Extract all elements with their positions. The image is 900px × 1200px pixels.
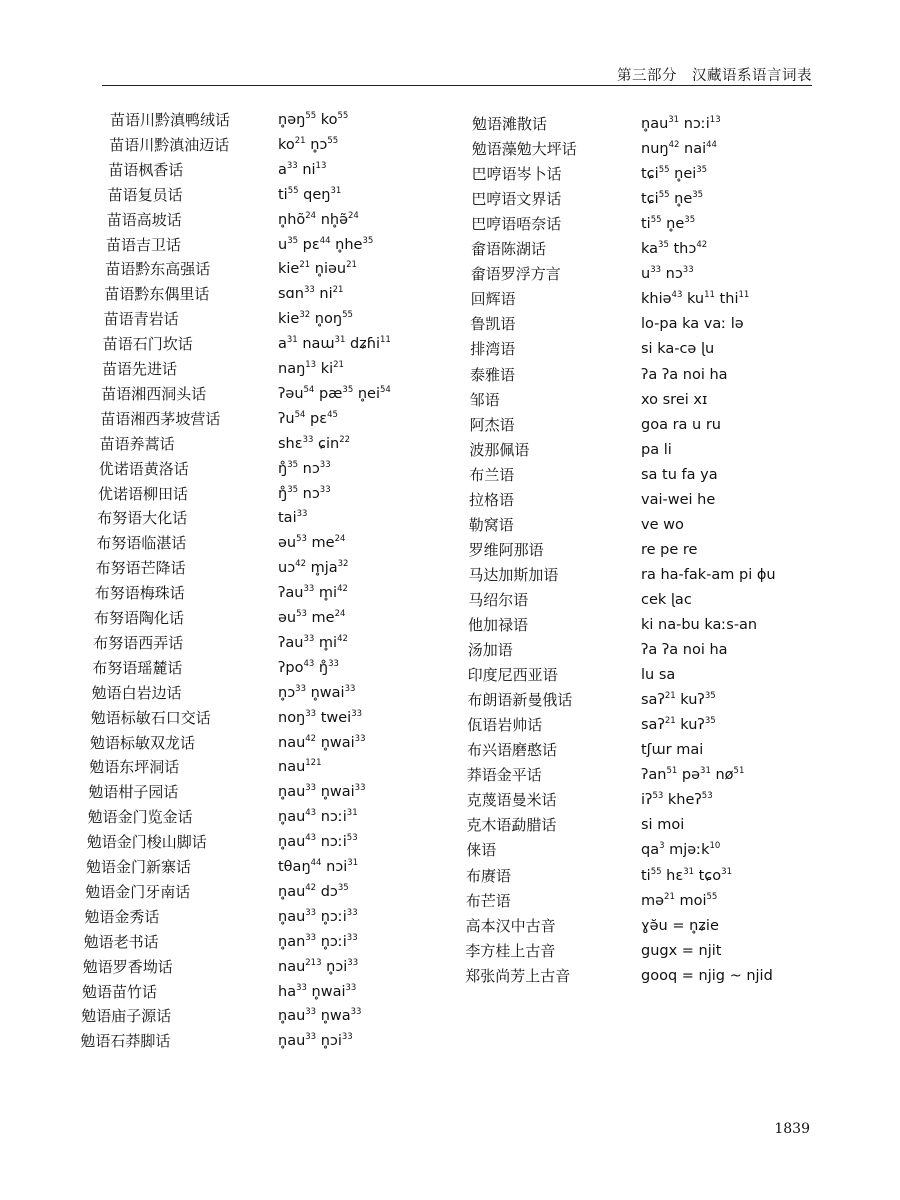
right_column-language-name: 巴哼语岑卜话 xyxy=(471,165,562,184)
right_column-language-name: 排湾语 xyxy=(470,340,516,359)
left_column-word-form: $n̥au^{42}$ dɔ$^{35}$ xyxy=(278,882,349,900)
right_column-language-name: 李方桂上古音 xyxy=(465,941,556,960)
right_column-word-form: $u^{33}$ nɔ$^{33}$ xyxy=(641,265,694,283)
left_column-word-form: $n̥au^{43}$ nɔːi$^{53}$ xyxy=(278,833,358,851)
left_column-word-form: əu$^{53}$ $me^{24}$ xyxy=(278,534,346,552)
right_column-language-name: 布兴语磨憨话 xyxy=(467,741,558,760)
left_column-word-form: ʔau$^{33}$ $m̥i^{42}$ xyxy=(278,584,348,602)
running-header: 第三部分 汉藏语系语言词表 xyxy=(617,68,812,84)
left_column-language-name: 苗语养蒿话 xyxy=(99,434,175,453)
right_column-word-form: mə$^{21}$ moi$^{55}$ xyxy=(641,891,718,909)
right_column-language-name: 俫语 xyxy=(466,841,497,860)
left_column-language-name: 布努语芒降话 xyxy=(95,559,186,578)
left_column-word-form: $ko^{21}$ n̥ɔ$^{55}$ xyxy=(278,135,339,153)
right_column-word-form: $ti^{55}$ $n̥e^{35}$ xyxy=(641,215,696,233)
left_column-language-name: 勉语金门新寨话 xyxy=(86,858,192,876)
right_column-language-name: 畲语陈湖话 xyxy=(471,240,547,259)
right_column-language-name: 阿杰语 xyxy=(469,415,515,434)
left_column-word-form: $n̥au^{43}$ nɔːi$^{31}$ xyxy=(278,808,358,826)
right_column-language-name: 佤语岩帅话 xyxy=(467,716,543,735)
left_column-word-form: naŋ$^{13}$ $ki^{21}$ xyxy=(278,360,344,377)
right_column-language-name: 泰雅语 xyxy=(470,365,516,384)
right_column-word-form: tʃɯr mai xyxy=(641,742,704,759)
left_column-word-form: $n̥an^{33}$ n̥ɔːi$^{33}$ xyxy=(278,932,358,950)
left_column-language-name: 勉语白岩边话 xyxy=(91,683,182,702)
right_column-language-name: 勉语滩散话 xyxy=(472,115,548,133)
right_column-language-name: 他加禄语 xyxy=(468,616,529,634)
right_column-language-name: 汤加语 xyxy=(467,641,513,660)
left_column-language-name: 勉语金门梭山脚话 xyxy=(86,833,207,852)
right_column-word-form: $n̥au^{31}$ nɔːi$^{13}$ xyxy=(641,115,721,132)
right_column-language-name: 郑张尚芳上古音 xyxy=(465,966,571,985)
right_column-language-name: 勒窝语 xyxy=(468,515,514,534)
right_column-word-form: goa ra u ru xyxy=(641,416,721,433)
left_column-word-form: $n̥hõ^{24}$ nh̥ə̃$^{24}$ xyxy=(278,210,359,228)
right_column-language-name: 勉语藻勉大坪话 xyxy=(471,140,577,159)
left_column-language-name: 勉语金门牙南话 xyxy=(85,882,191,901)
right_column-word-form: sa tu fa ya xyxy=(641,466,718,483)
right_column-word-form: $ti^{55}$ hɛ$^{31}$ tɕo$^{31}$ xyxy=(641,866,732,884)
left_column-language-name: 勉语苗竹话 xyxy=(82,982,158,1001)
left_column-language-name: 优诺语柳田话 xyxy=(98,484,189,503)
left_column-language-name: 苗语石门坎话 xyxy=(102,335,193,354)
left_column-word-form: ŋ̊$^{35}$ nɔ$^{33}$ xyxy=(278,459,331,477)
right_column-word-form: si ka-cə ɭu xyxy=(641,341,715,358)
left_column-language-name: 苗语高坡话 xyxy=(106,210,182,229)
left_column-language-name: 苗语湘西茅坡营话 xyxy=(100,409,221,428)
right_column-language-name: 拉格语 xyxy=(469,490,515,509)
left_column-language-name: 勉语金秀话 xyxy=(84,907,160,926)
left_column-language-name: 优诺语黄洛话 xyxy=(98,459,189,478)
right_column-language-name: 马绍尔语 xyxy=(468,590,529,609)
right_column-word-form: iʔ$^{53}$ kheʔ$^{53}$ xyxy=(641,791,713,809)
right_column-language-name: 马达加斯加语 xyxy=(468,565,559,584)
left_column-word-form: shɛ$^{33}$ ɕin$^{22}$ xyxy=(278,434,351,452)
left_column-language-name: 苗语湘西洞头话 xyxy=(101,384,207,403)
left_column-word-form: $n̥au^{33}$ n̥ɔːi$^{33}$ xyxy=(278,907,358,925)
left_column-word-form: nau$^{121}$ xyxy=(278,758,322,776)
right_column-word-form: re pe re xyxy=(641,541,698,558)
right_column-word-form: ve wo xyxy=(641,516,684,533)
right_column-language-name: 罗维阿那语 xyxy=(468,540,544,559)
right_column-language-name: 莽语金平话 xyxy=(466,766,542,785)
left_column-language-name: 布努语陶化话 xyxy=(94,609,185,627)
left_column-language-name: 布努语瑶麓话 xyxy=(92,658,183,677)
left_column-word-form: $n̥au^{33}$ $n̥wa^{33}$ xyxy=(278,1007,362,1025)
left_column-word-form: $ha^{33}$ n̥wai$^{33}$ xyxy=(278,982,357,1000)
right_column-language-name: 畲语罗浮方言 xyxy=(470,265,561,284)
right_column-word-form: tɕi$^{55}$ $n̥e^{35}$ xyxy=(641,190,704,208)
left_column-word-form: $a^{31}$ naɯ$^{31}$ dʑɦi$^{11}$ xyxy=(278,335,391,353)
left_column-word-form: kie$^{21}$ n̥iəu$^{21}$ xyxy=(278,260,357,278)
right_column-word-form: pa li xyxy=(641,441,672,458)
right_column-word-form: ki na-bu kaːs-an xyxy=(641,617,758,633)
right_column-language-name: 邹语 xyxy=(469,390,500,409)
right_column-language-name: 印度尼西亚语 xyxy=(467,666,558,685)
left_column-word-form: $a^{33}$ $ni^{13}$ xyxy=(278,160,327,178)
right_column-language-name: 克蔑语曼米话 xyxy=(466,791,557,810)
left_column-word-form: $ti^{55}$ qeŋ$^{31}$ xyxy=(278,185,342,203)
left_column-word-form: uɔ$^{42}$ $m̥ja^{32}$ xyxy=(278,559,349,577)
left_column-word-form: tai$^{33}$ xyxy=(278,509,308,527)
right_column-word-form: lo-pa ka vaː lə xyxy=(641,316,744,333)
right_column-word-form: ʔan$^{51}$ pə$^{31}$ $nø^{51}$ xyxy=(641,766,745,784)
right_column-language-name: 鲁凯语 xyxy=(470,315,516,334)
left_column-language-name: 苗语川黔滇油迈话 xyxy=(109,135,230,154)
left_column-language-name: 布努语梅珠话 xyxy=(94,584,185,603)
right_column-word-form: gooq = njig ~ njid xyxy=(641,967,773,984)
left_column-word-form: $n̥au^{33}$ n̥ɔi$^{33}$ xyxy=(278,1032,353,1050)
left_column-language-name: 苗语川黔滇鸭绒话 xyxy=(110,111,231,129)
right_column-word-form: saʔ$^{21}$ kuʔ$^{35}$ xyxy=(641,716,716,734)
right_column-language-name: 波那佩语 xyxy=(469,440,530,459)
right_column-word-form: si moi xyxy=(641,817,685,834)
left_column-language-name: 苗语黔东偶里话 xyxy=(104,285,210,304)
header-rule xyxy=(102,85,812,86)
left_column-language-name: 苗语枫香话 xyxy=(108,160,184,179)
left_column-word-form: n̥ɔ$^{33}$ n̥wai$^{33}$ xyxy=(278,683,356,701)
right_column-word-form: tɕi$^{55}$ $n̥ei^{35}$ xyxy=(641,165,708,183)
right_column-language-name: 布朗语新曼俄话 xyxy=(467,691,573,710)
right_column-language-name: 布芒语 xyxy=(465,891,511,910)
left_column-word-form: $u^{35}$ pɛ$^{44}$ $n̥he^{35}$ xyxy=(278,235,374,253)
right_column-word-form: ʔa ʔa noi ha xyxy=(641,366,728,383)
left_column-word-form: noŋ$^{33}$ twei$^{33}$ xyxy=(278,708,363,726)
right_column-word-form: gugx = njit xyxy=(641,942,722,959)
left_column-language-name: 布努语临湛话 xyxy=(96,534,187,553)
right_column-word-form: nuŋ$^{42}$ nai$^{44}$ xyxy=(641,140,717,158)
left_column-word-form: ʔpo$^{43}$ ŋ̊$^{33}$ xyxy=(278,658,339,676)
left_column-language-name: 布努语西弄话 xyxy=(93,633,184,652)
left_column-language-name: 苗语黔东高强话 xyxy=(105,260,211,279)
left_column-word-form: nau$^{213}$ n̥ɔi$^{33}$ xyxy=(278,957,359,975)
left_column-language-name: 勉语老书话 xyxy=(83,932,159,951)
left_column-language-name: 苗语青岩话 xyxy=(103,310,179,329)
left_column-language-name: 苗语先进话 xyxy=(102,360,178,378)
right_column-language-name: 克木语勐腊话 xyxy=(466,816,557,835)
right_column-word-form: $qa^3$ mjəːk$^{10}$ xyxy=(641,841,721,859)
left_column-word-form: əu$^{53}$ $me^{24}$ xyxy=(278,609,346,626)
left_column-language-name: 苗语吉卫话 xyxy=(106,235,182,254)
right_column-language-name: 布赓语 xyxy=(466,866,512,885)
left_column-word-form: n̥əŋ$^{55}$ $ko^{55}$ xyxy=(278,111,349,128)
left_column-language-name: 勉语金门览金话 xyxy=(87,808,193,827)
left_column-language-name: 勉语东坪洞话 xyxy=(89,758,180,777)
left_column-word-form: ʔau$^{33}$ $m̥i^{42}$ xyxy=(278,633,348,651)
left_column-word-form: kie$^{32}$ $n̥oŋ^{55}$ xyxy=(278,310,353,328)
right_column-language-name: 高本汉中古音 xyxy=(465,916,556,935)
left_column-language-name: 布努语大化话 xyxy=(97,509,188,528)
left_column-language-name: 勉语柑子园话 xyxy=(88,783,179,802)
right_column-word-form: $ka^{35}$ thɔ$^{42}$ xyxy=(641,240,708,258)
right_column-language-name: 巴哼语文界话 xyxy=(471,190,562,209)
left_column-language-name: 勉语罗香坳话 xyxy=(82,957,173,976)
right_column-language-name: 布兰语 xyxy=(469,465,515,484)
page-number: 1839 xyxy=(774,1121,810,1137)
right_column-language-name: 回辉语 xyxy=(470,290,516,309)
left_column-word-form: tθaŋ$^{44}$ nɔi$^{31}$ xyxy=(278,858,359,875)
left_column-language-name: 勉语标敏石口交话 xyxy=(90,708,211,727)
left_column-word-form: $n̥au^{33}$ n̥wai$^{33}$ xyxy=(278,783,366,801)
right_column-word-form: ra ha-fak-am pi ɸu xyxy=(641,566,776,583)
right_column-word-form: lu sa xyxy=(641,667,676,684)
left_column-language-name: 勉语石莽脚话 xyxy=(80,1032,171,1051)
right_column-word-form: vai-wei he xyxy=(641,491,716,508)
right_column-language-name: 巴哼语唔奈话 xyxy=(471,215,562,234)
left_column-language-name: 勉语标敏双龙话 xyxy=(90,733,196,752)
left_column-word-form: nau$^{42}$ n̥wai$^{33}$ xyxy=(278,733,366,751)
left_column-word-form: ʔu$^{54}$ pɛ$^{45}$ xyxy=(278,409,338,427)
right_column-word-form: xo srei xɪ xyxy=(641,391,708,408)
left_column-language-name: 苗语复员话 xyxy=(107,185,183,204)
left_column-language-name: 勉语庙子源话 xyxy=(81,1007,172,1026)
right_column-word-form: saʔ$^{21}$ kuʔ$^{35}$ xyxy=(641,691,716,709)
left_column-word-form: ŋ̊$^{35}$ nɔ$^{33}$ xyxy=(278,484,331,502)
right_column-word-form: ɣə̆u = n̥ʑie xyxy=(641,917,719,934)
right_column-word-form: khiə$^{43}$ $ku^{11}$ thi$^{11}$ xyxy=(641,290,750,308)
left_column-word-form: sɑn$^{33}$ $ni^{21}$ xyxy=(278,285,344,303)
left_column-word-form: ʔəu$^{54}$ $pæ^{35}$ $n̥ei^{54}$ xyxy=(278,384,391,402)
right_column-word-form: ʔa ʔa noi ha xyxy=(641,642,728,659)
right_column-word-form: cek ɭac xyxy=(641,591,692,608)
